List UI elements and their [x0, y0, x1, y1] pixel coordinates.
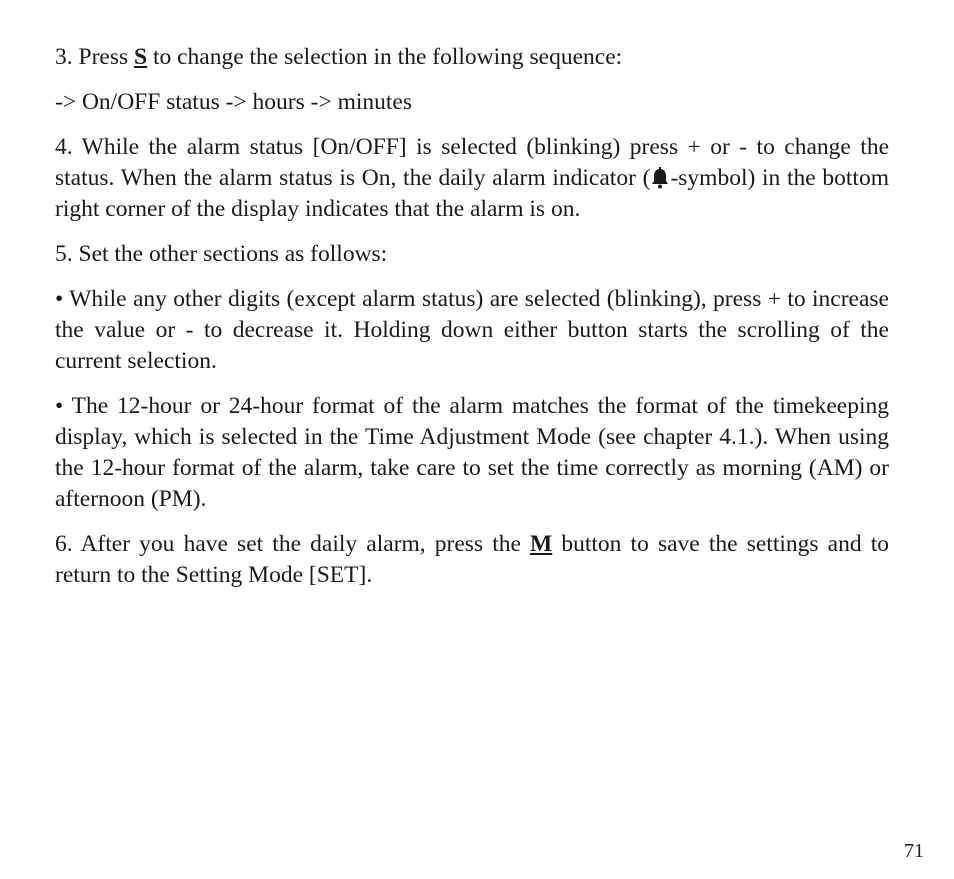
step-4-text-before: 4. While the alarm status [On/OFF] is selected (blinking) press + or - to change the status. When the alarm status is On, the daily alarm indicator ( [55, 134, 889, 191]
bell-icon [650, 167, 670, 189]
bullet-hour-format: • The 12-hour or 24-hour format of the alarm matches the format of the timekeeping display, which is selected in the Time Adjustment Mode (see chapter 4.1.). When using the 12-hour format of the alarm, take care to set the time correctly as morning (AM) or afternoon (PM). [55, 393, 889, 512]
step-4 [55, 132, 889, 225]
m-button-label: M [530, 531, 553, 557]
bullet-digits: • While any other digits (except alarm status) are selected (blinking), press + to increase the value or - to decrease it. Holding down either button starts the scrolling of the current selection. [55, 286, 889, 374]
step-4-text-after: -symbol) in the bottom right corner of the display indicates that the alarm is on. [55, 165, 889, 222]
selection-sequence: -> On/OFF status -> hours -> minutes [55, 89, 413, 115]
step-6-prefix: 6. After you have set the daily alarm, press the [55, 531, 531, 557]
step-3 [55, 42, 889, 73]
step-6 [55, 529, 889, 591]
s-button-label: S [134, 44, 148, 70]
step-3-prefix: 3. Press [55, 44, 134, 70]
step-3-suffix: to change the selection in the following sequence: [147, 44, 623, 70]
manual-page [55, 42, 889, 605]
step-5: 5. Set the other sections as follows: [55, 241, 388, 267]
page-number: 71 [904, 840, 924, 862]
step-6-suffix: button to save the settings and to return to the Setting Mode [SET]. [55, 531, 889, 588]
